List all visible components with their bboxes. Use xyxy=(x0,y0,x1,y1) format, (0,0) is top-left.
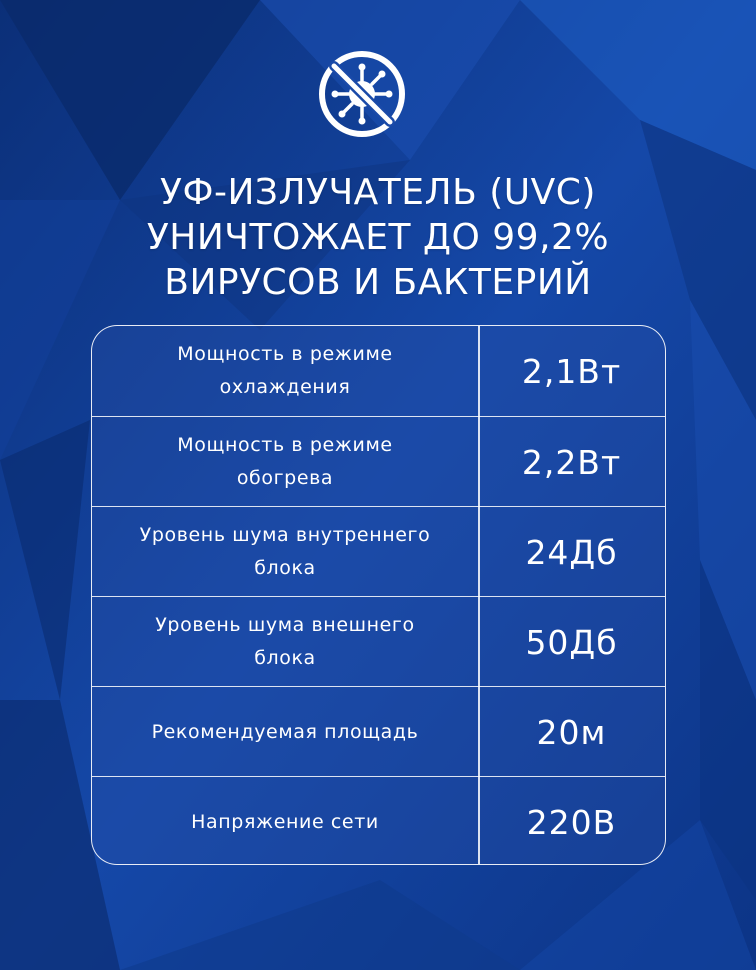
spec-label xyxy=(92,429,478,495)
spec-label-line: Рекомендуемая площадь xyxy=(151,720,419,743)
spec-row xyxy=(92,506,665,597)
spec-value: 20м xyxy=(536,712,607,752)
spec-label-line: Мощность в режиме xyxy=(177,434,393,456)
spec-row xyxy=(92,596,665,687)
specs-table xyxy=(91,325,666,865)
headline-line: ВИРУСОВ И БАКТЕРИЙ xyxy=(164,262,592,303)
spec-label-line: Уровень шума внутреннего xyxy=(139,524,431,546)
spec-row xyxy=(92,326,665,416)
spec-label xyxy=(92,806,478,839)
spec-value: 2,2Вт xyxy=(521,442,622,482)
spec-value: 220В xyxy=(526,802,617,842)
spec-value: 50Дб xyxy=(525,622,618,662)
spec-label xyxy=(92,338,478,404)
headline xyxy=(0,170,756,305)
spec-label-line: охлаждения xyxy=(219,376,351,398)
spec-label xyxy=(92,519,478,585)
headline-line: УФ-ИЗЛУЧАТЕЛЬ (UVC) xyxy=(160,172,596,213)
spec-label-line: блока xyxy=(254,647,316,669)
spec-row xyxy=(92,776,665,865)
headline-line: УНИЧТОЖАЕТ ДО 99,2% xyxy=(146,217,610,258)
spec-row xyxy=(92,416,665,507)
spec-label xyxy=(92,716,478,749)
no-virus-icon xyxy=(314,49,410,139)
spec-label-line: Мощность в режиме xyxy=(177,343,393,365)
spec-value: 2,1Вт xyxy=(521,351,622,391)
spec-label-line: Напряжение сети xyxy=(191,810,379,833)
spec-label-line: блока xyxy=(254,557,316,579)
spec-row xyxy=(92,686,665,777)
spec-label-line: обогрева xyxy=(236,467,334,489)
spec-value: 24Дб xyxy=(525,532,618,572)
spec-label xyxy=(92,609,478,675)
spec-label-line: Уровень шума внешнего xyxy=(155,614,415,636)
